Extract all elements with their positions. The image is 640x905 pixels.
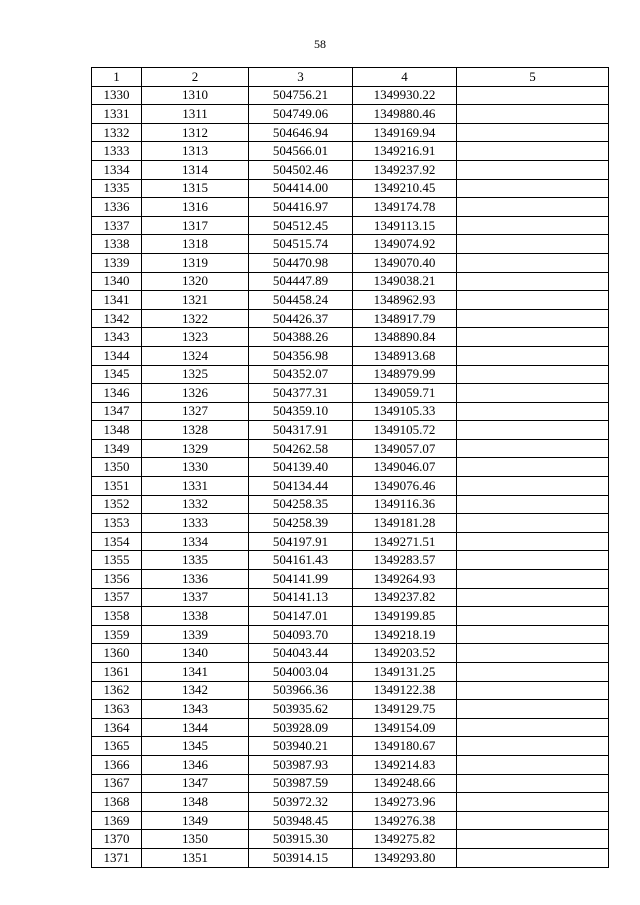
table-row xyxy=(92,105,609,124)
table-cell: 1371 xyxy=(92,848,142,867)
table-cell: 1367 xyxy=(92,774,142,793)
table-cell: 504388.26 xyxy=(249,328,353,347)
table-cell: 1330 xyxy=(92,86,142,105)
table-cell: 504416.97 xyxy=(249,198,353,217)
table-row xyxy=(92,811,609,830)
table-cell: 504317.91 xyxy=(249,421,353,440)
table-cell: 1345 xyxy=(92,365,142,384)
table-cell: 1348962.93 xyxy=(353,291,457,310)
table-row xyxy=(92,477,609,496)
table-row xyxy=(92,365,609,384)
table-cell: 504134.44 xyxy=(249,477,353,496)
table-cell xyxy=(457,830,609,849)
table-header xyxy=(92,68,609,87)
table-cell xyxy=(457,235,609,254)
table-cell xyxy=(457,365,609,384)
table-cell: 504258.39 xyxy=(249,514,353,533)
table-cell: 1349283.57 xyxy=(353,551,457,570)
table-cell xyxy=(457,384,609,403)
page-number: 58 xyxy=(314,37,326,51)
table-cell: 1363 xyxy=(92,700,142,719)
table-cell: 1366 xyxy=(92,755,142,774)
table-cell xyxy=(457,179,609,198)
table-cell: 504141.13 xyxy=(249,588,353,607)
table-cell xyxy=(457,663,609,682)
table-cell: 504262.58 xyxy=(249,439,353,458)
table-cell: 1310 xyxy=(142,86,249,105)
table-cell: 1349880.46 xyxy=(353,105,457,124)
table-row xyxy=(92,142,609,161)
table-row xyxy=(92,700,609,719)
table-cell xyxy=(457,681,609,700)
table-cell: 1349070.40 xyxy=(353,253,457,272)
table-cell: 1364 xyxy=(92,718,142,737)
table-cell: 1329 xyxy=(142,439,249,458)
table-cell: 1349076.46 xyxy=(353,477,457,496)
table-cell xyxy=(457,625,609,644)
table-cell: 1349116.36 xyxy=(353,495,457,514)
table-cell: 1356 xyxy=(92,570,142,589)
table-row xyxy=(92,848,609,867)
table-cell: 1343 xyxy=(92,328,142,347)
table-cell xyxy=(457,848,609,867)
table-cell: 1344 xyxy=(142,718,249,737)
table-cell: 1362 xyxy=(92,681,142,700)
table-cell: 503915.30 xyxy=(249,830,353,849)
table-cell: 503972.32 xyxy=(249,793,353,812)
table-cell: 1349271.51 xyxy=(353,532,457,551)
table-row xyxy=(92,198,609,217)
table-cell: 1317 xyxy=(142,216,249,235)
table-cell xyxy=(457,123,609,142)
table-cell: 1349131.25 xyxy=(353,663,457,682)
table-cell: 1360 xyxy=(92,644,142,663)
table-cell: 504646.94 xyxy=(249,123,353,142)
table-cell: 1349275.82 xyxy=(353,830,457,849)
table-cell: 1359 xyxy=(92,625,142,644)
table-row xyxy=(92,793,609,812)
table-row xyxy=(92,160,609,179)
table-cell: 1323 xyxy=(142,328,249,347)
table-cell: 1349199.85 xyxy=(353,607,457,626)
table-cell: 1340 xyxy=(142,644,249,663)
table-cell xyxy=(457,718,609,737)
table-row xyxy=(92,644,609,663)
table-row xyxy=(92,570,609,589)
table-cell: 1351 xyxy=(92,477,142,496)
table-row xyxy=(92,402,609,421)
table-cell: 1328 xyxy=(142,421,249,440)
table-row xyxy=(92,216,609,235)
table-row xyxy=(92,737,609,756)
table-cell xyxy=(457,291,609,310)
table-cell xyxy=(457,198,609,217)
table-cell: 1334 xyxy=(92,160,142,179)
table-cell: 1348 xyxy=(92,421,142,440)
table-cell: 1370 xyxy=(92,830,142,849)
table-cell: 1349293.80 xyxy=(353,848,457,867)
table-cell: 1339 xyxy=(142,625,249,644)
table-cell: 1349154.09 xyxy=(353,718,457,737)
table-cell: 504043.44 xyxy=(249,644,353,663)
table-row xyxy=(92,663,609,682)
table-row xyxy=(92,179,609,198)
table-cell xyxy=(457,644,609,663)
table-cell: 1334 xyxy=(142,532,249,551)
table-cell: 1344 xyxy=(92,346,142,365)
table-cell xyxy=(457,700,609,719)
table-row xyxy=(92,86,609,105)
table-cell: 1313 xyxy=(142,142,249,161)
table-cell: 1354 xyxy=(92,532,142,551)
table-cell: 1321 xyxy=(142,291,249,310)
table-cell: 504512.45 xyxy=(249,216,353,235)
table-cell: 1340 xyxy=(92,272,142,291)
column-header: 5 xyxy=(457,68,609,87)
table-cell: 503935.62 xyxy=(249,700,353,719)
table-cell: 1348890.84 xyxy=(353,328,457,347)
table-cell: 503940.21 xyxy=(249,737,353,756)
table-cell xyxy=(457,793,609,812)
table-cell: 1338 xyxy=(142,607,249,626)
table-cell: 1349180.67 xyxy=(353,737,457,756)
table-cell: 1349059.71 xyxy=(353,384,457,403)
table-row xyxy=(92,774,609,793)
table-cell: 1346 xyxy=(92,384,142,403)
table-cell: 1350 xyxy=(92,458,142,477)
table-cell: 1335 xyxy=(142,551,249,570)
table-cell xyxy=(457,495,609,514)
table-cell: 1324 xyxy=(142,346,249,365)
table-row xyxy=(92,291,609,310)
table-cell: 1342 xyxy=(142,681,249,700)
table-cell: 1369 xyxy=(92,811,142,830)
table-cell: 1316 xyxy=(142,198,249,217)
column-header: 3 xyxy=(249,68,353,87)
table-cell: 1318 xyxy=(142,235,249,254)
table-cell: 1357 xyxy=(92,588,142,607)
table-row xyxy=(92,607,609,626)
table-cell xyxy=(457,272,609,291)
table-cell: 1315 xyxy=(142,179,249,198)
column-header: 1 xyxy=(92,68,142,87)
table-cell: 1349 xyxy=(92,439,142,458)
table-cell: 1332 xyxy=(92,123,142,142)
header-row xyxy=(92,68,609,87)
table-cell xyxy=(457,755,609,774)
table-cell: 504749.06 xyxy=(249,105,353,124)
table-cell: 1349181.28 xyxy=(353,514,457,533)
table-cell: 504003.04 xyxy=(249,663,353,682)
table-cell: 504458.24 xyxy=(249,291,353,310)
coordinates-table xyxy=(91,67,609,868)
table-cell: 504352.07 xyxy=(249,365,353,384)
table-cell: 504470.98 xyxy=(249,253,353,272)
table-cell: 1349105.33 xyxy=(353,402,457,421)
table-cell: 1341 xyxy=(142,663,249,682)
table-cell xyxy=(457,570,609,589)
table-cell: 503928.09 xyxy=(249,718,353,737)
table-cell: 1343 xyxy=(142,700,249,719)
table-cell: 504356.98 xyxy=(249,346,353,365)
table-row xyxy=(92,830,609,849)
table-cell: 1349218.19 xyxy=(353,625,457,644)
table-row xyxy=(92,235,609,254)
table-cell: 1349113.15 xyxy=(353,216,457,235)
table-cell: 1368 xyxy=(92,793,142,812)
table-cell: 1332 xyxy=(142,495,249,514)
table-cell: 1327 xyxy=(142,402,249,421)
table-cell xyxy=(457,328,609,347)
table-cell: 1348913.68 xyxy=(353,346,457,365)
table-cell: 504515.74 xyxy=(249,235,353,254)
table-row xyxy=(92,514,609,533)
table-cell: 1349930.22 xyxy=(353,86,457,105)
table-row xyxy=(92,439,609,458)
table-cell xyxy=(457,607,609,626)
table-row xyxy=(92,718,609,737)
table-cell: 1349237.82 xyxy=(353,588,457,607)
table-cell: 1331 xyxy=(142,477,249,496)
table-cell xyxy=(457,737,609,756)
table-cell xyxy=(457,160,609,179)
table-cell xyxy=(457,588,609,607)
table-cell: 504502.46 xyxy=(249,160,353,179)
column-header: 2 xyxy=(142,68,249,87)
table-cell: 1349105.72 xyxy=(353,421,457,440)
table-row xyxy=(92,253,609,272)
table-cell xyxy=(457,811,609,830)
table-row xyxy=(92,532,609,551)
table-cell xyxy=(457,309,609,328)
table-cell: 504566.01 xyxy=(249,142,353,161)
table-cell xyxy=(457,532,609,551)
table-cell: 1333 xyxy=(142,514,249,533)
table-cell: 503914.15 xyxy=(249,848,353,867)
table-cell: 504359.10 xyxy=(249,402,353,421)
table-cell: 1346 xyxy=(142,755,249,774)
table-cell: 504756.21 xyxy=(249,86,353,105)
table-body xyxy=(92,86,609,867)
table-cell: 1345 xyxy=(142,737,249,756)
table-cell: 504161.43 xyxy=(249,551,353,570)
table-cell xyxy=(457,105,609,124)
table-cell: 1319 xyxy=(142,253,249,272)
table-cell: 1349046.07 xyxy=(353,458,457,477)
table-row xyxy=(92,421,609,440)
table-cell: 1361 xyxy=(92,663,142,682)
table-cell: 1338 xyxy=(92,235,142,254)
table-cell xyxy=(457,477,609,496)
table-cell xyxy=(457,458,609,477)
table-row xyxy=(92,551,609,570)
table-cell: 1349237.92 xyxy=(353,160,457,179)
table-cell xyxy=(457,216,609,235)
table-cell: 1342 xyxy=(92,309,142,328)
table-cell xyxy=(457,551,609,570)
table-cell xyxy=(457,402,609,421)
table-cell: 1349276.38 xyxy=(353,811,457,830)
table-cell: 1349038.21 xyxy=(353,272,457,291)
table-cell: 1349 xyxy=(142,811,249,830)
table-cell: 1337 xyxy=(92,216,142,235)
table-cell: 1336 xyxy=(92,198,142,217)
table-cell: 1333 xyxy=(92,142,142,161)
table-cell: 1337 xyxy=(142,588,249,607)
table-row xyxy=(92,309,609,328)
table-cell xyxy=(457,439,609,458)
table-cell xyxy=(457,514,609,533)
table-cell xyxy=(457,421,609,440)
table-cell: 1347 xyxy=(142,774,249,793)
table-cell: 1349203.52 xyxy=(353,644,457,663)
table-cell: 1330 xyxy=(142,458,249,477)
table-cell: 504258.35 xyxy=(249,495,353,514)
table-cell: 504426.37 xyxy=(249,309,353,328)
table-cell xyxy=(457,346,609,365)
table-cell xyxy=(457,253,609,272)
table-cell: 1336 xyxy=(142,570,249,589)
table-cell: 1352 xyxy=(92,495,142,514)
table-cell: 1349057.07 xyxy=(353,439,457,458)
table-cell xyxy=(457,774,609,793)
table-cell: 504141.99 xyxy=(249,570,353,589)
table-cell: 1349129.75 xyxy=(353,700,457,719)
table-cell: 1331 xyxy=(92,105,142,124)
table-row xyxy=(92,588,609,607)
table-row xyxy=(92,123,609,142)
table-cell xyxy=(457,142,609,161)
table-cell: 1349273.96 xyxy=(353,793,457,812)
table-cell: 504414.00 xyxy=(249,179,353,198)
table-cell: 1312 xyxy=(142,123,249,142)
table-cell: 504377.31 xyxy=(249,384,353,403)
table-cell: 1325 xyxy=(142,365,249,384)
table-cell: 1335 xyxy=(92,179,142,198)
table-cell: 1349264.93 xyxy=(353,570,457,589)
table-cell: 1349216.91 xyxy=(353,142,457,161)
table-cell: 1348979.99 xyxy=(353,365,457,384)
table-cell: 1326 xyxy=(142,384,249,403)
table-cell: 1350 xyxy=(142,830,249,849)
table-cell: 1349174.78 xyxy=(353,198,457,217)
table-cell: 1322 xyxy=(142,309,249,328)
table-cell: 1349122.38 xyxy=(353,681,457,700)
table-cell: 1339 xyxy=(92,253,142,272)
table-cell: 1351 xyxy=(142,848,249,867)
table-cell: 1349074.92 xyxy=(353,235,457,254)
table-row xyxy=(92,384,609,403)
table-cell: 1353 xyxy=(92,514,142,533)
table-cell: 503966.36 xyxy=(249,681,353,700)
table-row xyxy=(92,681,609,700)
table-cell: 504197.91 xyxy=(249,532,353,551)
table-cell: 1348917.79 xyxy=(353,309,457,328)
table-row xyxy=(92,755,609,774)
table-row xyxy=(92,346,609,365)
table-row xyxy=(92,495,609,514)
table-cell: 1320 xyxy=(142,272,249,291)
table-row xyxy=(92,328,609,347)
table-cell: 504139.40 xyxy=(249,458,353,477)
table-cell: 504093.70 xyxy=(249,625,353,644)
table-cell: 1365 xyxy=(92,737,142,756)
table-cell: 1348 xyxy=(142,793,249,812)
table-cell: 504147.01 xyxy=(249,607,353,626)
table-cell: 1349210.45 xyxy=(353,179,457,198)
table-cell: 1311 xyxy=(142,105,249,124)
table-cell: 1355 xyxy=(92,551,142,570)
table-cell: 1349214.83 xyxy=(353,755,457,774)
table-cell: 1349248.66 xyxy=(353,774,457,793)
table-cell: 503987.93 xyxy=(249,755,353,774)
table-cell: 1347 xyxy=(92,402,142,421)
table-row xyxy=(92,625,609,644)
table-cell: 503948.45 xyxy=(249,811,353,830)
table-cell: 1314 xyxy=(142,160,249,179)
table-row xyxy=(92,272,609,291)
table-cell xyxy=(457,86,609,105)
column-header: 4 xyxy=(353,68,457,87)
table-cell: 1358 xyxy=(92,607,142,626)
table-cell: 1341 xyxy=(92,291,142,310)
table-cell: 504447.89 xyxy=(249,272,353,291)
table-cell: 503987.59 xyxy=(249,774,353,793)
table-cell: 1349169.94 xyxy=(353,123,457,142)
table-row xyxy=(92,458,609,477)
